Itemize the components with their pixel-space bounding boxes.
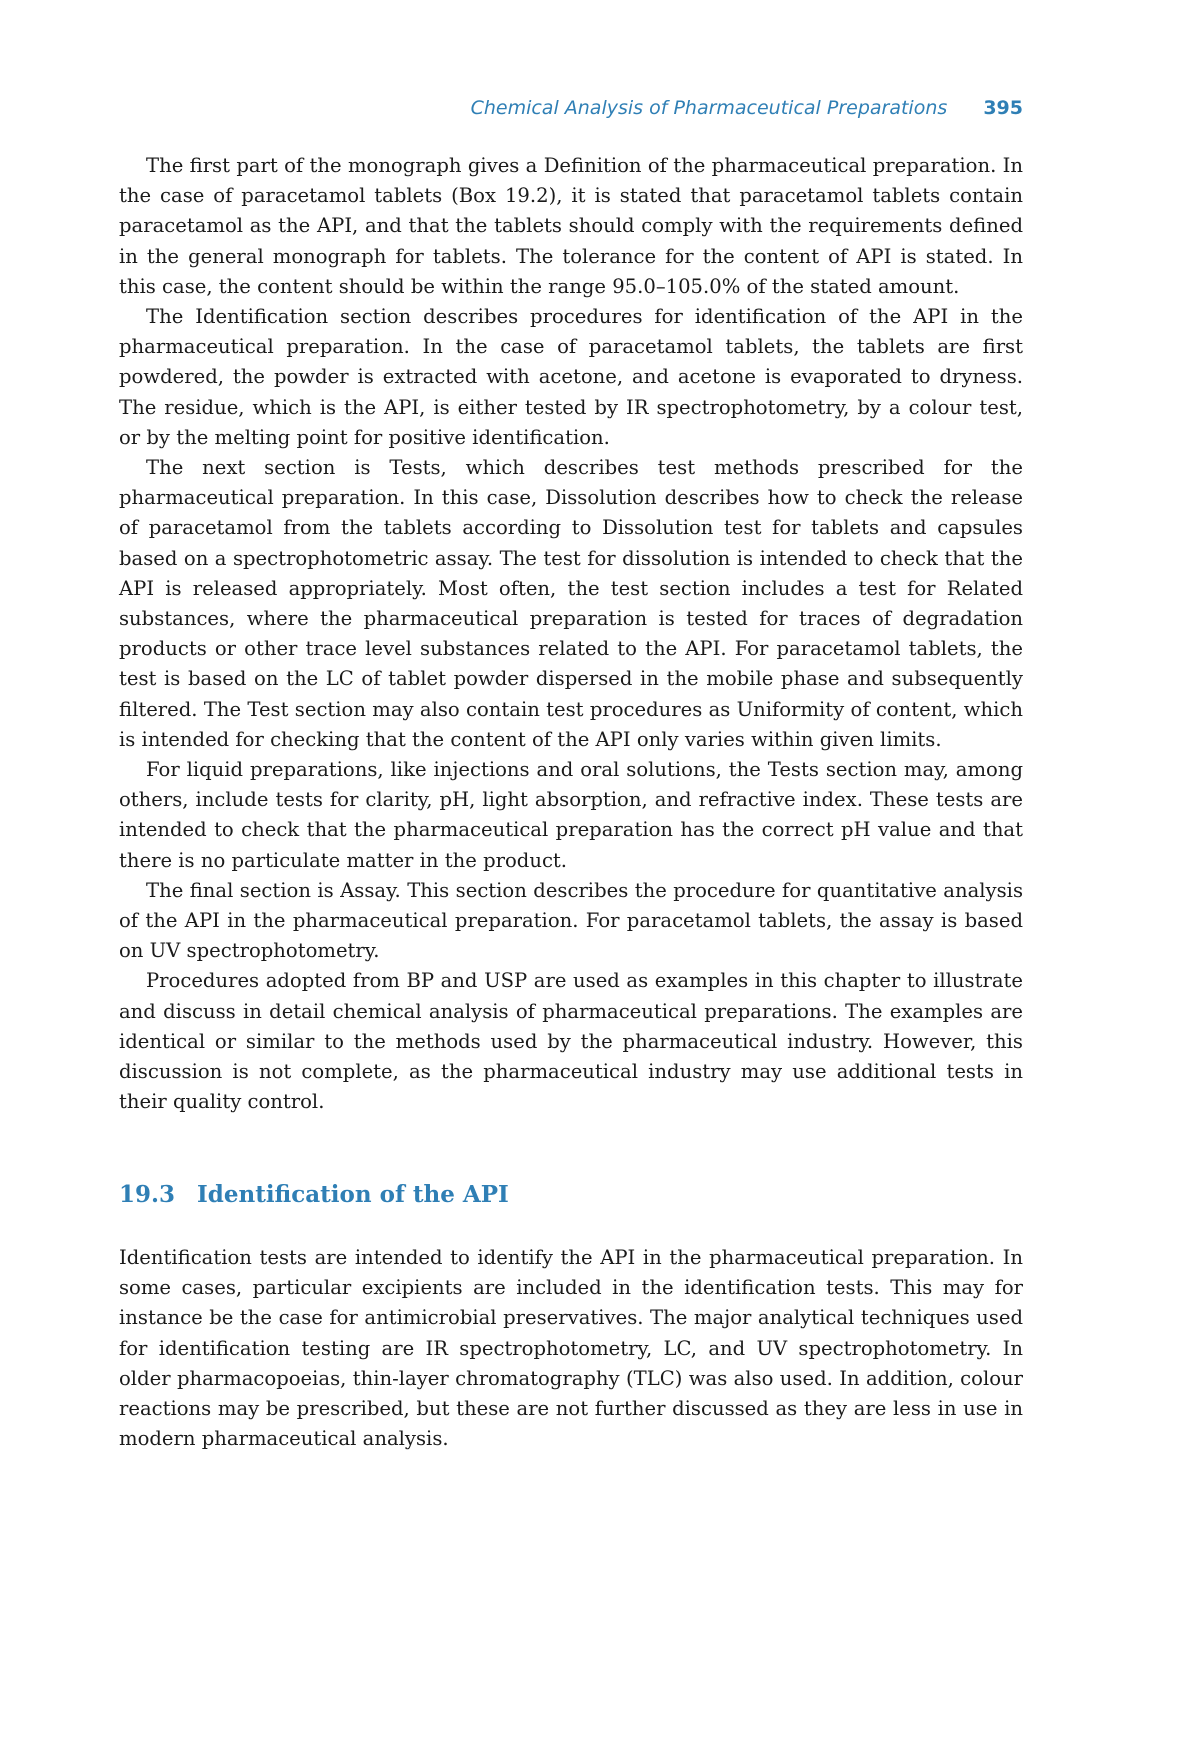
paragraph-identification: The Identification section describes procedures for identification of the API in the pharmaceutical preparation. In the case of paracetamol tablets, the tablets are first powdered, the powder is extracted with acetone, and acetone is evaporated to dryness. The residue, which is the API, is either tested by IR spectrophotometry, by a colour test, or by the melting point for positive identification.	[119, 305, 1023, 449]
paragraph-definition: The first part of the monograph gives a Definition of the pharmaceutical preparation. In the case of paracetamol tablets (Box 19.2), it is stated that paracetamol tablets contain paracetamol as the API, and that the tablets should comply with the requirements defined in the general monograph for tablets. The tolerance for the content of API is stated. In this case, the content should be within the range 95.0–105.0% of the stated amount.	[119, 154, 1023, 298]
paragraph-procedures: Procedures adopted from BP and USP are used as examples in this chapter to illustrate and discuss in detail chemical analysis of pharmaceutical preparations. The examples are identical or similar to the methods used by the pharmaceutical industry. However, this discussion is not complete, as the pharmaceutical industry may use additional tests in their quality control.	[119, 969, 1023, 1114]
running-header	[0, 97, 1023, 119]
page-number: 395	[983, 97, 1023, 119]
body-text	[119, 151, 1023, 1118]
paragraph-assay: The final section is Assay. This section describes the procedure for quantitative analysis of the API in the pharmaceutical preparation. For paracetamol tablets, the assay is based on UV spectrophotometry.	[119, 878, 1023, 963]
section-heading	[119, 1181, 1023, 1208]
running-header-title: Chemical Analysis of Pharmaceutical Preparations	[470, 97, 948, 119]
section-title: Identification of the API	[197, 1181, 509, 1208]
section-body	[119, 1243, 1023, 1454]
paragraph-identification-tests: Identification tests are intended to identify the API in the pharmaceutical preparation. In some cases, particular excipients are included in the identification tests. This may for instance be the case for antimicrobial preservatives. The major analytical techniques used for identification testing are IR spectrophotometry, LC, and UV spectrophotometry. In older pharmacopoeias, thin-layer chromatography (TLC) was also used. In addition, colour reactions may be prescribed, but these are not further discussed as they are less in use in modern pharmaceutical analysis.	[119, 1246, 1023, 1451]
paragraph-tests: The next section is Tests, which describes test methods prescribed for the pharmaceutical preparation. In this case, Dissolution describes how to check the release of paracetamol from the tablets according to Dissolution test for tablets and capsules based on a spectrophotometric assay. The test for dissolution is intended to check that the API is released appropriately. Most often, the test section includes a test for Related substances, where the pharmaceutical preparation is tested for traces of degradation products or other trace level substances related to the API. For paracetamol tablets, the test is based on the LC of tablet powder dispersed in the mobile phase and subsequently filtered. The Test section may also contain test procedures as Uniformity of content, which is intended for checking that the content of the API only varies within given limits.	[119, 456, 1023, 751]
paragraph-liquid-preparations: For liquid preparations, like injections and oral solutions, the Tests section may, among others, include tests for clarity, pH, light absorption, and refractive index. These tests are intended to check that the pharmaceutical preparation has the correct pH value and that there is no particulate matter in the product.	[119, 758, 1023, 872]
section-number: 19.3	[119, 1181, 176, 1208]
